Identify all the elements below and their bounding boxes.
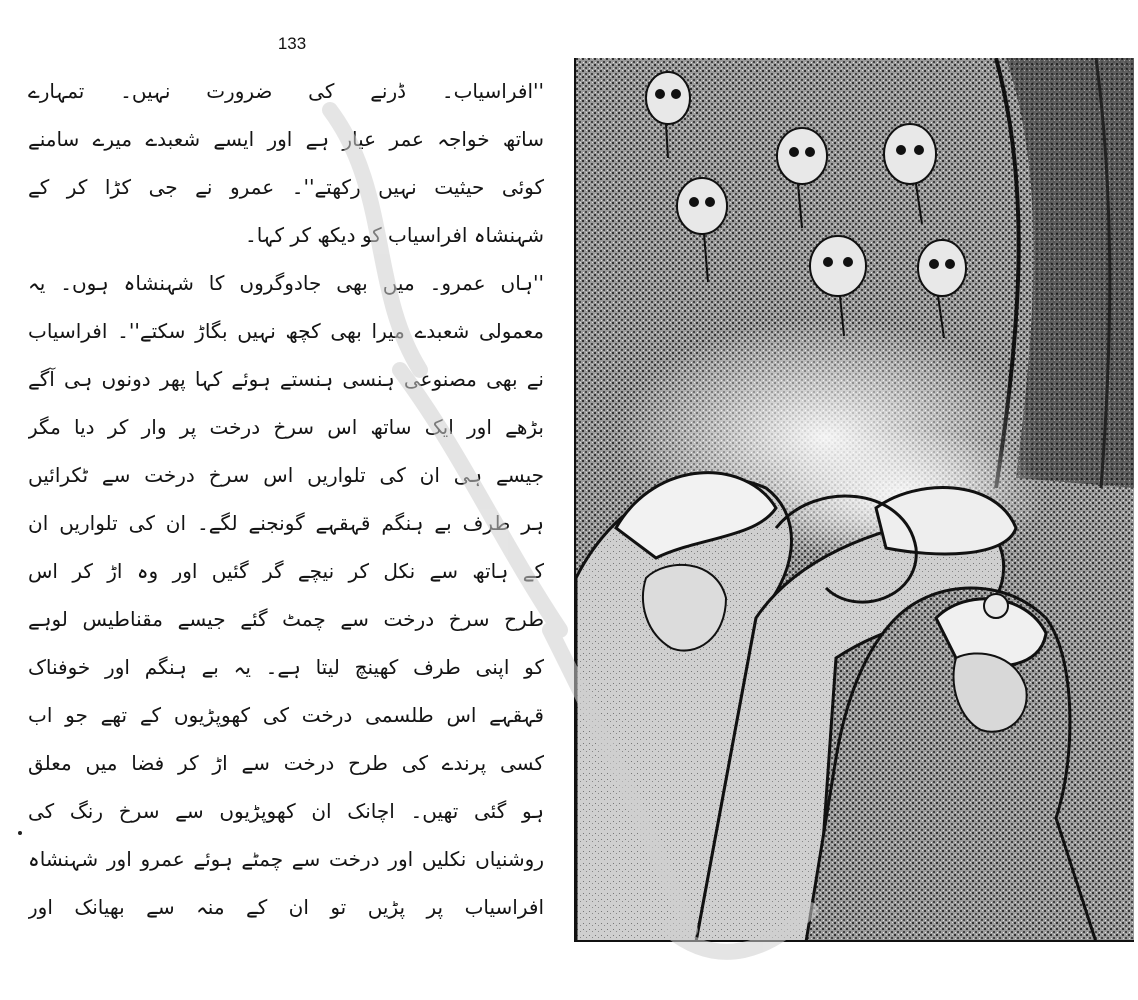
- urdu-text-column: [28, 74, 544, 954]
- text-line: ساتھ خواجہ عمر عیار ہے اور ایسے شعبدے میرے سامنے: [28, 127, 544, 151]
- text-line: طرح سرخ درخت سے چمٹ گئے جیسے مقناطیس لوہے: [28, 607, 544, 631]
- text-line: روشنیاں نکلیں اور درخت سے چمٹے ہوئے عمرو اور شہنشاہ: [28, 847, 544, 871]
- text-line: ہو گئی تھیں۔ اچانک ان کھوپڑیوں سے سرخ رنگ کی: [28, 799, 544, 823]
- text-line: شہنشاہ افراسیاب کو دیکھ کر کہا۔: [245, 223, 544, 247]
- margin-dot: [18, 831, 22, 835]
- text-line: ''ہاں عمرو۔ میں بھی جادوگروں کا شہنشاہ ہوں۔ یہ: [28, 271, 544, 295]
- text-line: قہقہے اس طلسمی درخت کی کھوپڑیوں کے تھے جو اب: [28, 703, 544, 727]
- text-line: جیسے ہی ان کی تلواریں اس سرخ درخت سے ٹکرائیں: [28, 463, 544, 487]
- text-line: ہر طرف بے ہنگم قہقہے گونجنے لگے۔ ان کی تلواریں ان: [28, 511, 544, 535]
- text-line: کسی پرندے کی طرح درخت سے اڑ کر فضا میں معلق: [28, 751, 544, 775]
- text-line: ''افراسیاب۔ ڈرنے کی ضرورت نہیں۔ تمہارے: [28, 79, 544, 103]
- text-line: کوئی حیثیت نہیں رکھتے''۔ عمرو نے جی کڑا کر کے: [28, 175, 544, 199]
- text-line: بڑھے اور ایک ساتھ اس سرخ درخت پر وار کر دیا مگر: [28, 415, 544, 439]
- illustration-skull-tree: [574, 58, 1134, 942]
- text-line: معمولی شعبدے میرا بھی کچھ نہیں بگاڑ سکتے''۔ افراسیاب: [28, 319, 544, 343]
- text-line: کے ہاتھ سے نکل کر نیچے گر گئیں اور وہ اڑ کر اس: [28, 559, 544, 583]
- text-line: نے بھی مصنوعی ہنسی ہنستے ہوئے کہا پھر دونوں ہی آگے: [28, 367, 544, 391]
- text-line: کو اپنی طرف کھینچ لیتا ہے۔ یہ بے ہنگم اور خوفناک: [28, 655, 544, 679]
- text-line: افراسیاب پر پڑیں تو ان کے منہ سے بھیانک اور: [28, 895, 544, 919]
- page-number: 133: [277, 34, 307, 53]
